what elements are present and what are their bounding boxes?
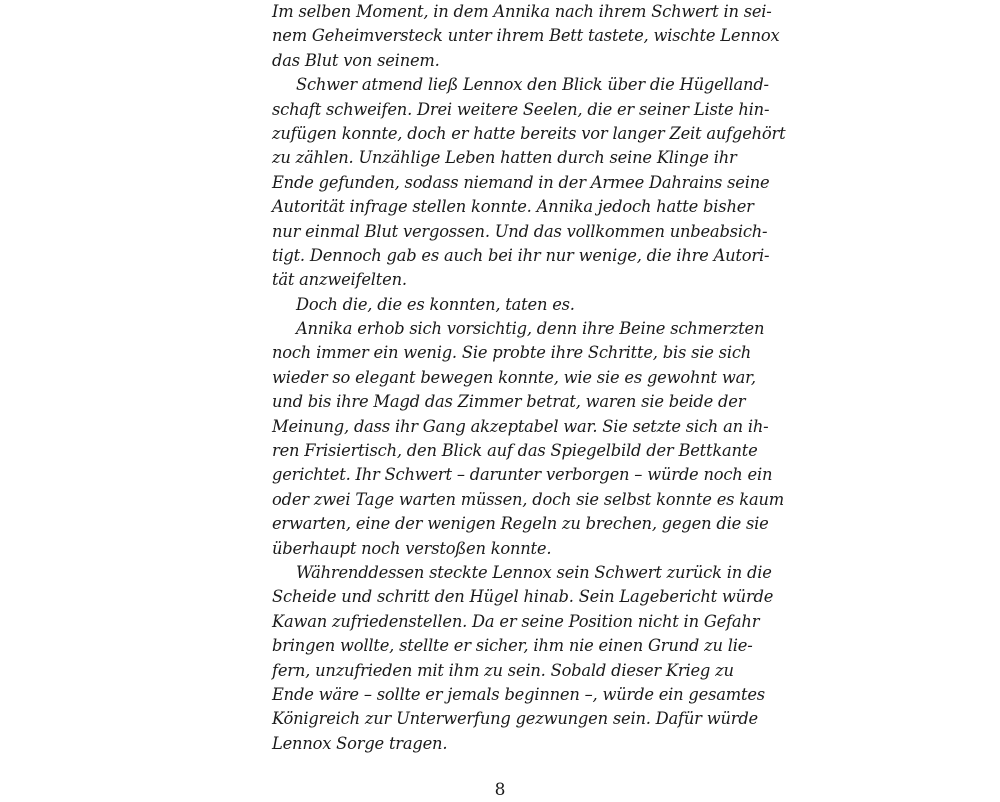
text-line: fern, unzufrieden mit ihm zu sein. Sobald dieser Krieg zu [272,660,734,680]
text-line: Ende wäre – sollte er jemals beginnen –, würde ein gesamtes [272,684,765,704]
text-line: oder zwei Tage warten müssen, doch sie selbst konnte es kaum [272,489,784,509]
text-line: noch immer ein wenig. Sie probte ihre Schritte, bis sie sich [272,343,752,363]
text-line: Im selben Moment, in dem Annika nach ihrem Schwert in sei- [272,2,772,21]
text-line: Kawan zufriedenstellen. Da er seine Position nicht in Gefahr [272,611,760,631]
text-line: Währenddessen steckte Lennox sein Schwert zurück in die [296,562,772,582]
text-line: Annika erhob sich vorsichtig, denn ihre Beine schmerzten [296,319,765,339]
text-line: Königreich zur Unterwerfung gezwungen sein. Dafür würde [272,709,758,729]
text-line: schaft schweifen. Drei weitere Seelen, die er seiner Liste hin- [272,99,770,119]
text-line: gerichtet. Ihr Schwert – darunter verborgen – würde noch ein [272,465,773,485]
text-line: und bis ihre Magd das Zimmer betrat, waren sie beide der [272,392,746,412]
paragraph [272,293,730,317]
paragraph [272,0,780,73]
text-line: nem Geheimversteck unter ihrem Bett tastete, wischte Lennox [272,26,780,46]
paragraph [272,317,784,561]
text-line: das Blut von seinem. [272,50,440,70]
text-line: Scheide und schritt den Hügel hinab. Sein Lagebericht würde [272,587,774,607]
text-line: bringen wollte, stellte er sicher, ihm nie einen Grund zu lie- [272,636,753,656]
text-line: Schwer atmend ließ Lennox den Blick über die Hügelland- [296,75,769,95]
text-line: nur einmal Blut vergossen. Und das vollkommen unbeabsich- [272,221,768,241]
text-line: zu zählen. Unzählige Leben hatten durch seine Klinge ihr [272,148,737,168]
text-line: tigt. Dennoch gab es auch bei ihr nur wenige, die ihre Autori- [272,245,770,265]
page-number: 8 [494,780,506,800]
text-line: Meinung, dass ihr Gang akzeptabel war. Sie setzte sich an ih- [272,416,769,436]
paragraph [272,561,774,756]
body-text [272,0,786,756]
text-line: Doch die, die es konnten, taten es. [296,294,575,314]
text-line: ren Frisiertisch, den Blick auf das Spiegelbild der Bettkante [272,441,758,461]
text-line: Lennox Sorge tragen. [272,733,448,753]
text-line: erwarten, eine der wenigen Regeln zu brechen, gegen die sie [272,514,769,534]
text-line: Autorität infrage stellen konnte. Annika jedoch hatte bisher [272,197,754,217]
text-line: überhaupt noch verstoßen konnte. [272,538,552,558]
text-line: Ende gefunden, sodass niemand in der Armee Dahrains seine [272,172,770,192]
paragraph [272,73,786,293]
text-line: wieder so elegant bewegen konnte, wie sie es gewohnt war, [272,367,756,387]
text-line: tät anzweifelten. [272,270,407,290]
text-line: zufügen konnte, doch er hatte bereits vor langer Zeit aufgehört [272,123,786,143]
